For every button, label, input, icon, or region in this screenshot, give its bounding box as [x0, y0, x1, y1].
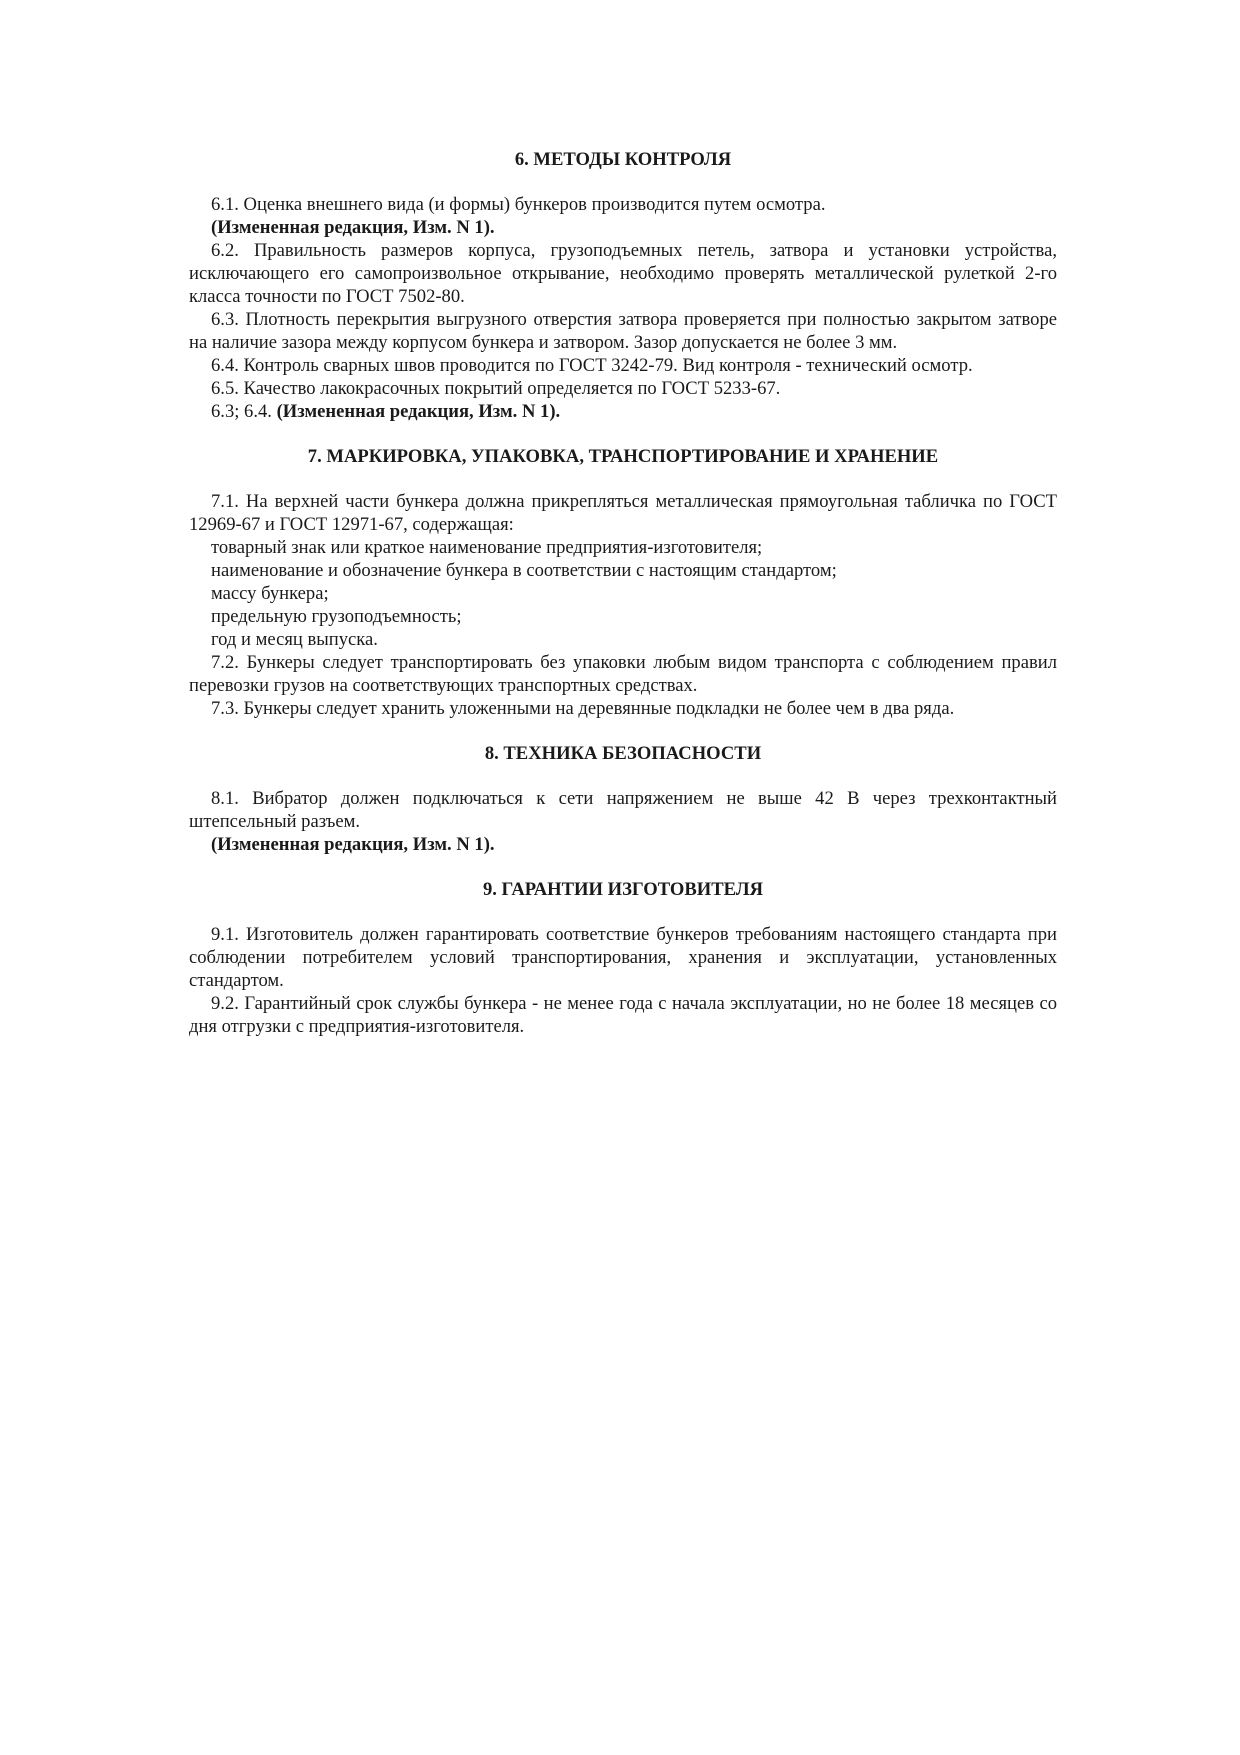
paragraph: 6.2. Правильность размеров корпуса, грузоподъемных петель, затвора и установки устройства, исключающего его самопроизвольное открывание, необходимо проверять металлической рулеткой 2-го класса точности по ГОСТ 7502-80. — [189, 240, 1057, 307]
section-title: 8. ТЕХНИКА БЕЗОПАСНОСТИ — [484, 743, 762, 764]
paragraph: 6.4. Контроль сварных швов проводится по ГОСТ 3242-79. Вид контроля - технический осмотр. — [211, 355, 973, 376]
paragraph: 6.3; 6.4. (Измененная редакция, Изм. N 1). — [211, 401, 561, 422]
paragraph: 7.1. На верхней части бункера должна прикрепляться металлическая прямоугольная табличка по ГОСТ 12969-67 и ГОСТ 12971-67, содержащая: — [189, 491, 1057, 535]
section-7 — [189, 445, 1057, 720]
paragraph: 9.1. Изготовитель должен гарантировать соответствие бункеров требованиям настоящего стандарта при соблюдении потребителем условий транспортирования, хранения и эксплуатации, установленных стандартом. — [189, 924, 1057, 991]
section-8 — [189, 742, 1057, 856]
section-9 — [189, 878, 1057, 1038]
paragraph: 6.5. Качество лакокрасочных покрытий определяется по ГОСТ 5233-67. — [211, 378, 781, 399]
paragraph: предельную грузоподъемность; — [211, 606, 462, 627]
paragraph: 7.3. Бункеры следует хранить уложенными на деревянные подкладки не более чем в два ряда. — [211, 698, 955, 719]
paragraph: (Измененная редакция, Изм. N 1). — [211, 834, 495, 855]
paragraph: 8.1. Вибратор должен подключаться к сети напряжением не выше 42 В через трехконтактный штепсельный разъем. — [189, 788, 1057, 832]
section-title: 7. МАРКИРОВКА, УПАКОВКА, ТРАНСПОРТИРОВАНИЕ И ХРАНЕНИЕ — [307, 446, 939, 467]
paragraph: 6.3. Плотность перекрытия выгрузного отверстия затвора проверяется при полностью закрытом затворе на наличие зазора между корпусом бункера и затвором. Зазор допускается не более 3 мм. — [189, 309, 1057, 353]
paragraph: 7.2. Бункеры следует транспортировать без упаковки любым видом транспорта с соблюдением правил перевозки грузов на соответствующих транспортных средствах. — [189, 652, 1057, 696]
paragraph: массу бункера; — [211, 583, 329, 604]
paragraph: товарный знак или краткое наименование предприятия-изготовителя; — [211, 537, 763, 558]
paragraph: 6.1. Оценка внешнего вида (и формы) бункеров производится путем осмотра. — [211, 194, 826, 215]
document-page — [189, 148, 1057, 1060]
paragraph: (Измененная редакция, Изм. N 1). — [211, 217, 495, 238]
section-6 — [189, 148, 1057, 423]
section-title: 9. ГАРАНТИИ ИЗГОТОВИТЕЛЯ — [482, 879, 764, 900]
paragraph: 9.2. Гарантийный срок службы бункера - не менее года с начала эксплуатации, но не более 18 месяцев со дня отгрузки с предприятия-изготовителя. — [189, 993, 1057, 1037]
section-title: 6. МЕТОДЫ КОНТРОЛЯ — [514, 149, 732, 170]
paragraph: наименование и обозначение бункера в соответствии с настоящим стандартом; — [211, 560, 837, 581]
paragraph: год и месяц выпуска. — [211, 629, 378, 650]
